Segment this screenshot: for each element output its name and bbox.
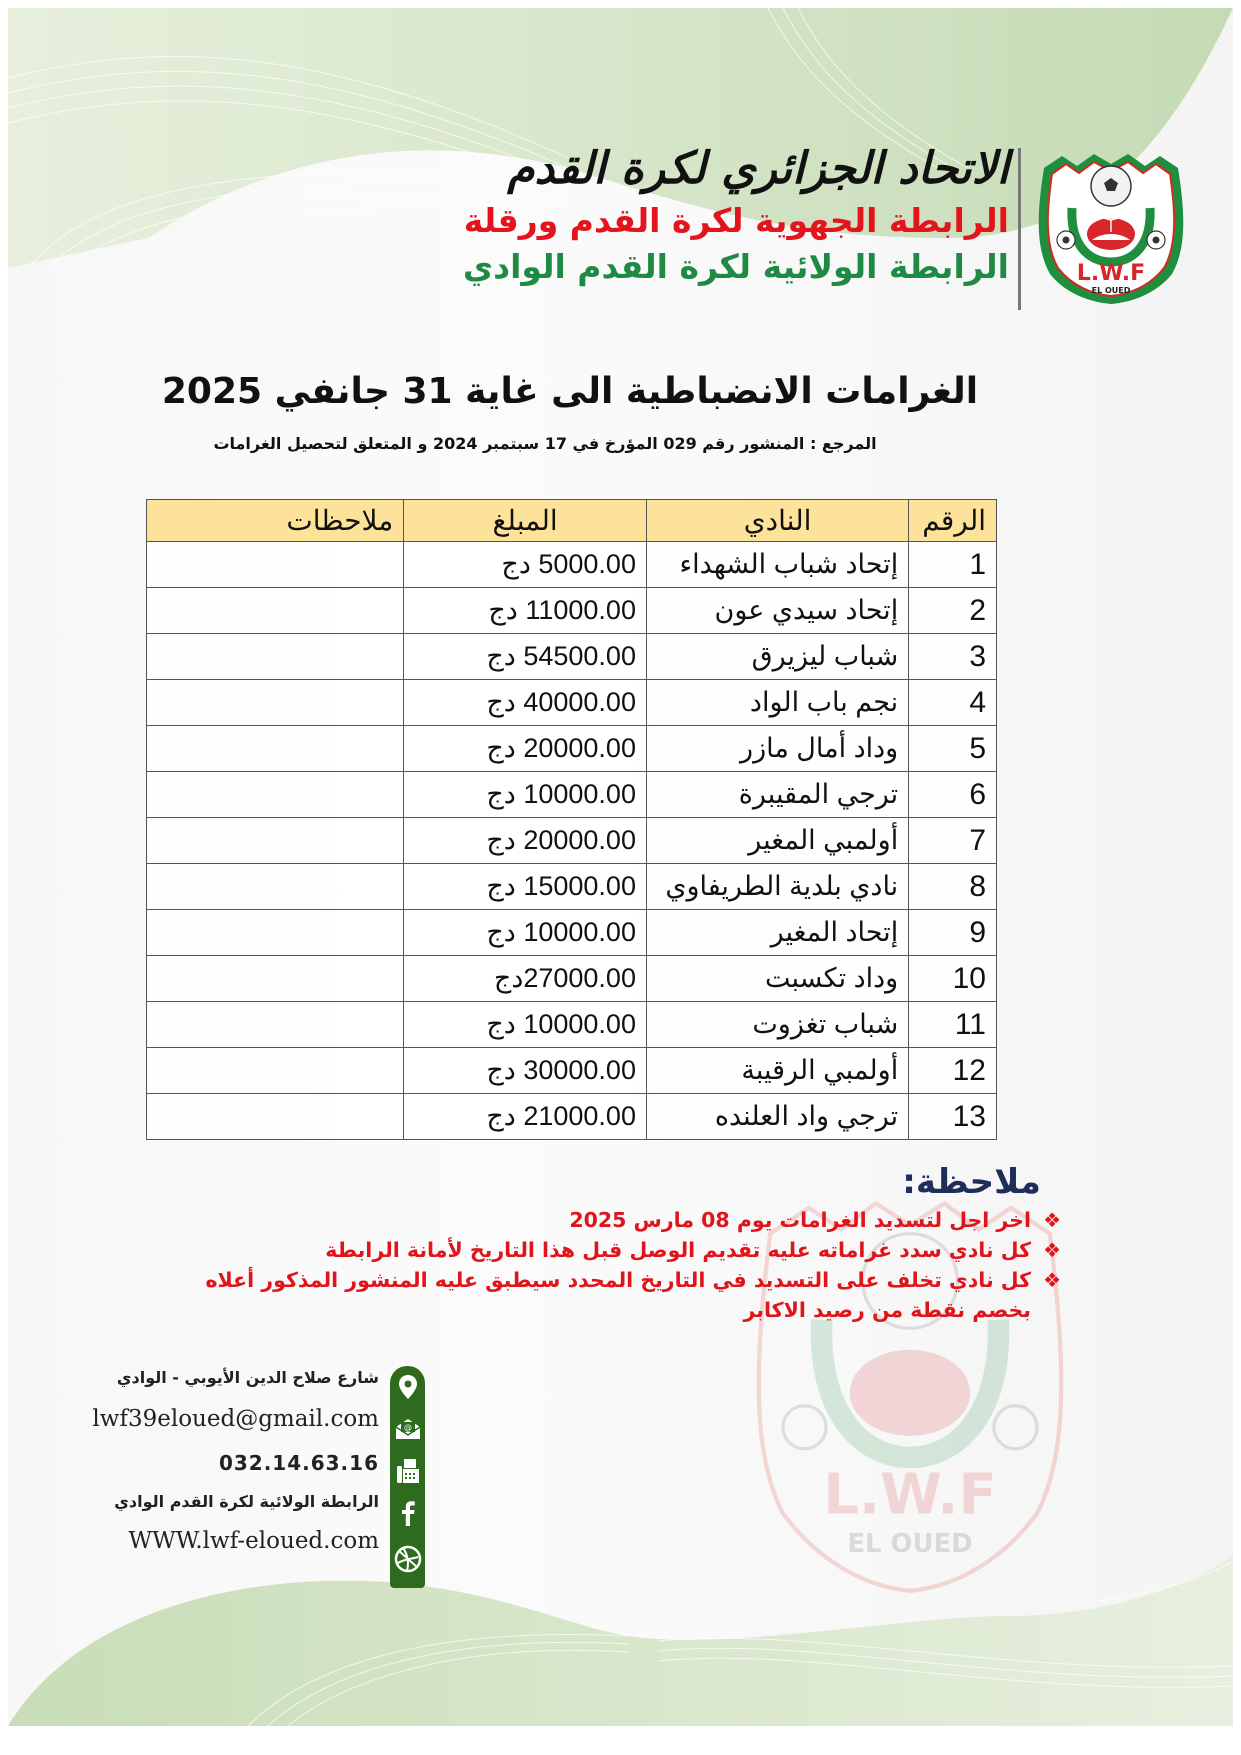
row-notes <box>147 634 404 680</box>
fine-amount: 21000.00 دج <box>404 1094 647 1140</box>
fine-amount: 10000.00 دج <box>404 1002 647 1048</box>
document-reference: المرجع : المنشور رقم 029 المؤرخ في 17 سبتمبر 2024 و المتعلق لتحصيل الغرامات <box>213 434 877 453</box>
table-header-row <box>147 500 997 542</box>
note-penalty: كل نادي تخلف على التسديد في التاريخ المحدد سيطبق عليه المنشور المذكور أعلاه بخصم نقطة من رصيد الاكابر <box>205 1268 1031 1322</box>
table-row <box>147 864 997 910</box>
diamond-bullet-icon: ❖ <box>1043 1208 1061 1232</box>
svg-text:@: @ <box>403 1422 412 1432</box>
header-titles <box>449 140 1009 290</box>
row-number: 6 <box>909 772 997 818</box>
table-row <box>147 818 997 864</box>
row-notes <box>147 588 404 634</box>
contact-email-link[interactable]: lwf39eloued@gmail.com <box>92 1406 379 1432</box>
fines-table <box>146 499 997 1140</box>
table-row <box>147 1002 997 1048</box>
wilaya-league-title: الرابطة الولائية لكرة القدم الوادي <box>462 247 1009 286</box>
table-row <box>147 1048 997 1094</box>
table-row <box>147 772 997 818</box>
table-row <box>147 910 997 956</box>
fine-amount: 10000.00 دج <box>404 910 647 956</box>
globe-web-icon <box>393 1544 422 1573</box>
notes-heading: ملاحظة: <box>902 1162 1041 1202</box>
diamond-bullet-icon: ❖ <box>1043 1268 1061 1292</box>
svg-text:L.W.F: L.W.F <box>823 1462 997 1528</box>
row-number: 10 <box>909 956 997 1002</box>
club-name: وداد أمال مازر <box>646 726 908 772</box>
regional-league-title: الرابطة الجهوية لكرة القدم ورقلة <box>463 201 1009 240</box>
club-name: أولمبي المغير <box>646 818 908 864</box>
club-name: شباب ليزيرق <box>646 634 908 680</box>
row-notes <box>147 864 404 910</box>
club-name: إتحاد المغير <box>646 910 908 956</box>
club-name: ترجي المقيبرة <box>646 772 908 818</box>
note-item <box>181 1265 1061 1325</box>
club-name: إتحاد شباب الشهداء <box>646 542 908 588</box>
row-number: 12 <box>909 1048 997 1094</box>
row-notes <box>147 542 404 588</box>
row-notes <box>147 726 404 772</box>
row-number: 8 <box>909 864 997 910</box>
fine-amount: 30000.00 دج <box>404 1048 647 1094</box>
fine-amount: 54500.00 دج <box>404 634 647 680</box>
row-number: 9 <box>909 910 997 956</box>
table-row <box>147 1094 997 1140</box>
row-notes <box>147 818 404 864</box>
table-row <box>147 634 997 680</box>
contact-address: شارع صلاح الدين الأيوبي - الوادي <box>116 1368 379 1387</box>
club-name: أولمبي الرقيبة <box>646 1048 908 1094</box>
row-number: 3 <box>909 634 997 680</box>
column-header-number: الرقم <box>909 500 997 542</box>
note-receipt: كل نادي سدد غراماته عليه تقديم الوصل قبل هذا التاريخ لأمانة الرابطة <box>325 1238 1031 1262</box>
row-number: 11 <box>909 1002 997 1048</box>
note-item <box>181 1205 1061 1235</box>
row-notes <box>147 1002 404 1048</box>
row-number: 5 <box>909 726 997 772</box>
row-notes <box>147 956 404 1002</box>
row-number: 4 <box>909 680 997 726</box>
contact-icon-bar <box>390 1366 425 1588</box>
fine-amount: 20000.00 دج <box>404 726 647 772</box>
fine-amount: 40000.00 دج <box>404 680 647 726</box>
fines-table-body <box>147 542 997 1140</box>
row-number: 13 <box>909 1094 997 1140</box>
club-name: نجم باب الواد <box>646 680 908 726</box>
note-item <box>181 1235 1061 1265</box>
row-notes <box>147 772 404 818</box>
federation-title: الاتحاد الجزائري لكرة القدم <box>507 143 1009 194</box>
club-name: وداد تكسبت <box>646 956 908 1002</box>
note-deadline: اخر اجل لتسديد الغرامات يوم 08 مارس 2025 <box>569 1208 1031 1232</box>
fax-phone-icon <box>393 1456 422 1485</box>
fine-amount: 20000.00 دج <box>404 818 647 864</box>
table-row <box>147 680 997 726</box>
fine-amount: 15000.00 دج <box>404 864 647 910</box>
fine-amount: 5000.00 دج <box>404 542 647 588</box>
row-notes <box>147 1094 404 1140</box>
svg-text:EL OUED: EL OUED <box>847 1529 973 1560</box>
diamond-bullet-icon: ❖ <box>1043 1238 1061 1262</box>
header-divider <box>1018 148 1021 310</box>
club-name: إتحاد سيدي عون <box>646 588 908 634</box>
notes-list <box>181 1205 1061 1325</box>
svg-text:L.W.F: L.W.F <box>1076 261 1146 286</box>
table-row <box>147 726 997 772</box>
facebook-icon <box>393 1498 422 1527</box>
club-name: شباب تغزوت <box>646 1002 908 1048</box>
row-number: 2 <box>909 588 997 634</box>
contact-facebook-page[interactable]: الرابطة الولائية لكرة القدم الوادي <box>114 1492 379 1511</box>
row-number: 1 <box>909 542 997 588</box>
table-row <box>147 542 997 588</box>
column-header-amount: المبلغ <box>404 500 647 542</box>
fine-amount: 11000.00 دج <box>404 588 647 634</box>
contact-phone: 032.14.63.16 <box>218 1451 379 1475</box>
row-notes <box>147 680 404 726</box>
row-number: 7 <box>909 818 997 864</box>
row-notes <box>147 1048 404 1094</box>
row-notes <box>147 910 404 956</box>
club-name: نادي بلدية الطريفاوي <box>646 864 908 910</box>
contact-website-link[interactable]: WWW.lwf-eloued.com <box>128 1528 379 1554</box>
document-title: الغرامات الانضباطية الى غاية 31 جانفي 2025 <box>161 371 979 412</box>
table-row <box>147 956 997 1002</box>
fine-amount: 10000.00 دج <box>404 772 647 818</box>
club-name: ترجي واد العلنده <box>646 1094 908 1140</box>
svg-text:EL OUED: EL OUED <box>1091 286 1131 295</box>
column-header-notes: ملاحظات <box>147 500 404 542</box>
location-pin-icon <box>393 1372 422 1401</box>
fine-amount: 27000.00دج <box>404 956 647 1002</box>
email-envelope-icon <box>393 1414 422 1443</box>
lwf-el-oued-crest-icon <box>1032 146 1190 306</box>
column-header-club: النادي <box>646 500 908 542</box>
table-row <box>147 588 997 634</box>
